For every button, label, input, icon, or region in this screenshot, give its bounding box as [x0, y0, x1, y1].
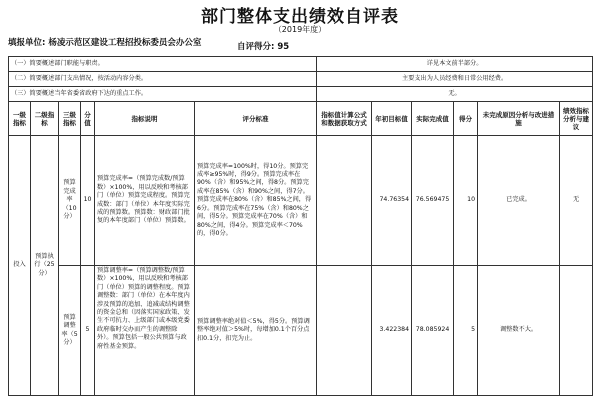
col-header-criteria: 评分标准 [195, 102, 317, 136]
criteria-cell: 预算调整率绝对值＜5%，得5分。预算调整率绝对值＞5%时，每增加0.1个百分点扣0.1分，扣完为止。 [195, 266, 317, 396]
section-label: （一）简要概述部门职能与职责。 [9, 57, 317, 72]
score-cell: 5 [454, 266, 478, 396]
target-cell: 3.422384 [372, 266, 412, 396]
page-title: 部门整体支出绩效自评表 [201, 7, 399, 27]
section-label: （二）简要概述部门支出情况，按活动内容分类。 [9, 72, 317, 87]
column-header-row [9, 102, 593, 136]
lvl3-cell: 预算调整率（5分） [59, 266, 81, 396]
reporting-unit: 填报单位: 杨凌示范区建设工程招投标委员会办公室 [8, 38, 202, 48]
criteria-cell: 预算完成率=100%时，得10分。预算完成率≥95%时，得9分。预算完成率在90%（含）和95%之间，得8分。预算完成率在85%（含）和90%之间，得7分。预算完成率在80%（含）和85%之间，得6分。预算完成率在75%（含）和80%之间，得5分。预算完成率在70%（含）和80%之间，得4分。预算完成率＜70%的，得0分。 [195, 136, 317, 266]
table-row [9, 266, 593, 396]
weight-cell: 10 [81, 136, 95, 266]
reason-cell: 已完成。 [478, 136, 560, 266]
col-header-reason: 未完成原因分析与改进措施 [478, 102, 560, 136]
section-value: 无。 [317, 87, 593, 102]
section-row-2 [9, 72, 593, 87]
col-header-formula: 指标值计算公式和数据获取方式 [317, 102, 372, 136]
advice-cell: 无 [560, 136, 593, 266]
actual-cell: 76.569475 [412, 136, 454, 266]
table-row [9, 136, 593, 266]
evaluation-table [8, 56, 593, 396]
section-value: 主要支出为人员经费和日常公用经费。 [317, 72, 593, 87]
col-header-desc: 指标说明 [95, 102, 195, 136]
report-year: （2019年度） [273, 25, 327, 34]
col-header-lvl3: 三级指标 [59, 102, 81, 136]
col-header-target: 年初目标值 [372, 102, 412, 136]
reason-cell: 调整数不大。 [478, 266, 560, 396]
score-cell: 10 [454, 136, 478, 266]
lvl2-cell: 预算执行（25分） [31, 136, 59, 396]
section-row-3 [9, 87, 593, 102]
col-header-score: 得分 [454, 102, 478, 136]
target-cell: 74.76354 [372, 136, 412, 266]
desc-cell: 预算调整率=（预算调整数/预算数）×100%，用以反映和考核部门（单位）预算的调整程度。预算调整数：部门（单位）在本年度内涉及预算的追加、追减或结构调整的资金总和（因落实国家政策、发生不可抗力、上级部门或本级党委政府临时交办而产生的调整除外）。预算包括一般公共预算与政府性基金预算。 [95, 266, 195, 396]
self-score: 自评得分: 95 [237, 42, 290, 52]
col-header-advice: 绩效指标分析与建议 [560, 102, 593, 136]
weight-cell: 5 [81, 266, 95, 396]
section-value: 详见本文前半部分。 [317, 57, 593, 72]
actual-cell: 78.085924 [412, 266, 454, 396]
col-header-lvl2: 二级指标 [31, 102, 59, 136]
section-row-1 [9, 57, 593, 72]
desc-cell: 预算完成率=（预算完成数/预算数）×100%，用以反映和考核部门（单位）预算完成程度。预算完成数：部门（单位）本年度实际完成的预算数。预算数：财政部门批复的本年度部门（单位）预算数。 [95, 136, 195, 266]
advice-cell [560, 266, 593, 396]
lvl1-cell: 投入 [9, 136, 31, 396]
col-header-weight: 分值 [81, 102, 95, 136]
section-label: （三）简要概述当年省委省政府下达的重点工作。 [9, 87, 317, 102]
col-header-lvl1: 一级指标 [9, 102, 31, 136]
col-header-actual: 实际完成值 [412, 102, 454, 136]
lvl3-cell: 预算完成率（10分） [59, 136, 81, 266]
formula-cell [317, 266, 372, 396]
formula-cell [317, 136, 372, 266]
